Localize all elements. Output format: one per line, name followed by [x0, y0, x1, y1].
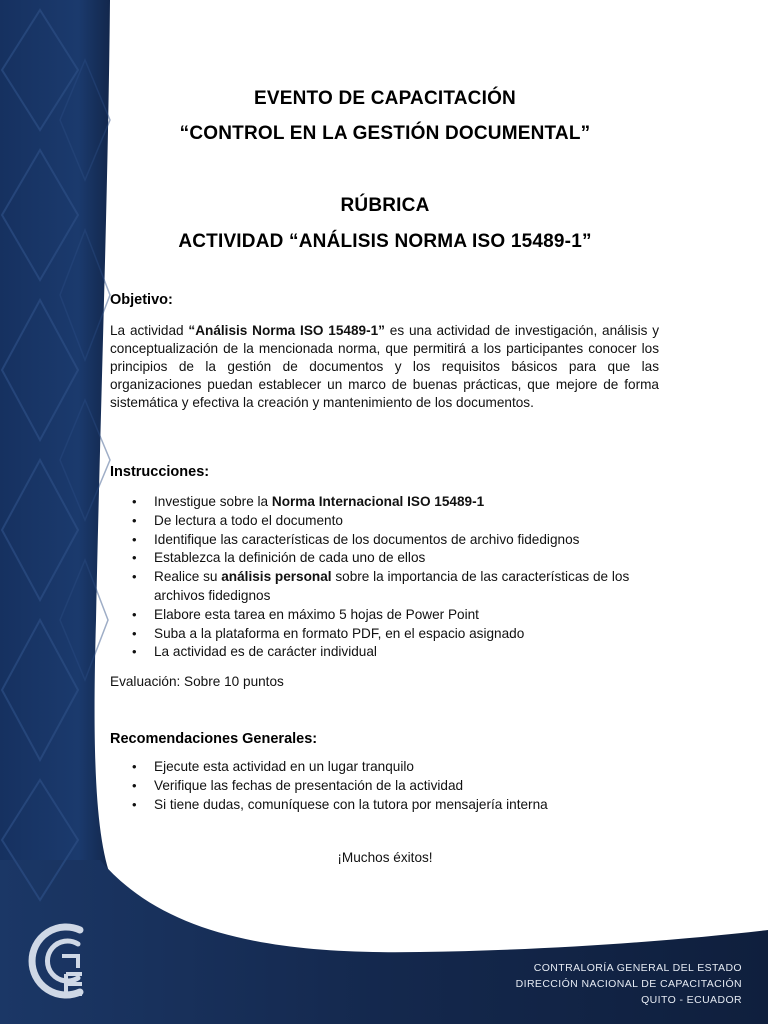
item-text: La actividad es de carácter individual — [154, 644, 377, 660]
list-item — [110, 493, 660, 512]
recomendaciones-heading: Recomendaciones Generales: — [110, 731, 318, 747]
item-text: Suba a la plataforma en formato PDF, en el espacio asignado — [154, 625, 525, 641]
objetivo-prefix: La actividad — [110, 323, 189, 338]
objetivo-heading: Objetivo: — [110, 292, 173, 308]
list-item — [110, 606, 660, 625]
list-item — [110, 512, 660, 531]
event-title: EVENTO DE CAPACITACIÓN — [254, 88, 516, 109]
list-item: • Si tiene dudas, comuníquese con la tutora por mensajería interna — [110, 796, 660, 815]
objetivo-paragraph — [110, 322, 659, 412]
item-text: Establezca la definición de cada uno de ellos — [154, 550, 426, 566]
footer-line-3: QUITO - ECUADOR — [641, 994, 742, 1006]
footer-line-1: CONTRALORÍA GENERAL DEL ESTADO — [533, 962, 742, 974]
instrucciones-heading: Instrucciones: — [110, 464, 210, 480]
objetivo-rest: es una actividad de investigación, análisis y conceptualización de la mencionada norma, que permitirá a los participantes conocer los principios de la gestión de documentos y los requisitos básicos para que las organizaciones puedan establecer un marco de buenas prácticas, que mejore de forma sistemática y efectiva la creación y mantenimiento de los documentos. — [110, 323, 660, 410]
item-text: Investigue sobre la — [154, 494, 272, 509]
recomendaciones-list — [110, 758, 660, 814]
list-item — [110, 568, 660, 606]
item-text: Realice su — [154, 569, 222, 585]
evaluacion-text: Evaluación: Sobre 10 puntos — [110, 674, 284, 689]
item-text: sobre la importancia de las características de los archivos fidedignos — [154, 569, 630, 603]
list-item — [110, 549, 660, 568]
event-subtitle: “CONTROL EN LA GESTIÓN DOCUMENTAL” — [179, 123, 591, 144]
list-item: • Verifique las fechas de presentación de la actividad — [110, 777, 660, 796]
closing-note: ¡Muchos éxitos! — [337, 850, 433, 865]
footer-institution — [516, 960, 742, 1008]
list-item — [110, 531, 660, 550]
instrucciones-list — [110, 493, 660, 662]
objetivo-bold: “Análisis Norma ISO 15489-1” — [188, 323, 385, 338]
list-item: • Ejecute esta actividad en un lugar tranquilo — [110, 758, 660, 777]
item-text: Elabore esta tarea en máximo 5 hojas de Power Point — [154, 606, 479, 622]
item-bold: análisis personal — [221, 569, 332, 585]
rubrica-title: RÚBRICA — [340, 195, 430, 216]
item-text: De lectura a todo el documento — [154, 512, 343, 528]
item-bold: Norma Internacional ISO 15489-1 — [271, 494, 485, 509]
footer-line-2: DIRECCIÓN NACIONAL DE CAPACITACIÓN — [515, 978, 742, 990]
cge-logo — [22, 918, 102, 1004]
list-item — [110, 643, 660, 662]
item-text: Identifique las características de los documentos de archivo fidedignos — [154, 531, 580, 547]
activity-title: ACTIVIDAD “ANÁLISIS NORMA ISO 15489-1” — [178, 231, 592, 252]
list-item — [110, 625, 660, 644]
